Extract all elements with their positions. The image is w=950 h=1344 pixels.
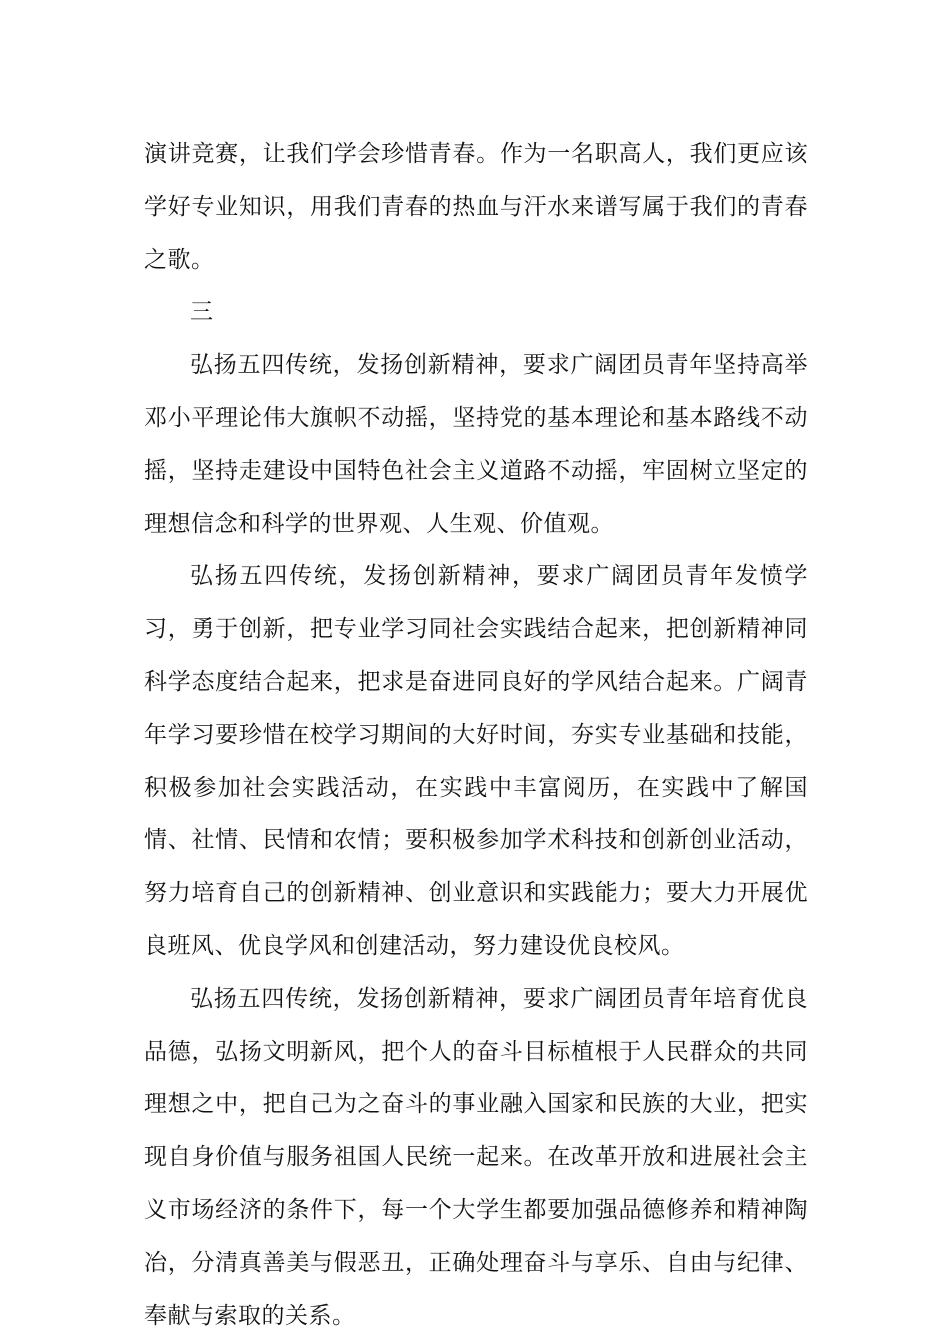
paragraph-continued: 演讲竞赛，让我们学会珍惜青春。作为一名职高人，我们更应该学好专业知识，用我们青春的热血与汗水来谱写属于我们的青春之歌。 <box>144 141 808 273</box>
paragraph-morality: 弘扬五四传统，发扬创新精神，要求广阔团员青年培育优良品德，弘扬文明新风，把个人的奋斗目标植根于人民群众的共同理想之中，把自己为之奋斗的事业融入国家和民族的大业，把实现自身价值与服务祖国人民统一起来。在改革开放和进展社会主义市场经济的条件下，每一个大学生都要加强品德修养和精神陶冶，分清真善美与假恶丑，正确处理奋斗与享乐、自由与纪律、奉献与索取的关系。 <box>144 985 808 1329</box>
document-body <box>144 128 808 1342</box>
paragraph-study: 弘扬五四传统，发扬创新精神，要求广阔团员青年发愤学习，勇于创新，把专业学习同社会实践结合起来，把创新精神同科学态度结合起来，把求是奋进同良好的学风结合起来。广阔青年学习要珍惜在校学习期间的大好时间，夯实专业基础和技能，积极参加社会实践活动，在实践中丰富阅历，在实践中了解国情、社情、民情和农情；要积极参加学术科技和创新创业活动，努力培育自己的创新精神、创业意识和实践能力；要大力开展优良班风、优良学风和创建活动，努力建设优良校风。 <box>144 563 808 959</box>
section-heading: 三 <box>190 299 214 326</box>
paragraph-ideals: 弘扬五四传统，发扬创新精神，要求广阔团员青年坚持高举邓小平理论伟大旗帜不动摇，坚持党的基本理论和基本路线不动摇，坚持走建设中国特色社会主义道路不动摇，牢固树立坚定的理想信念和科学的世界观、人生观、价值观。 <box>144 352 808 537</box>
